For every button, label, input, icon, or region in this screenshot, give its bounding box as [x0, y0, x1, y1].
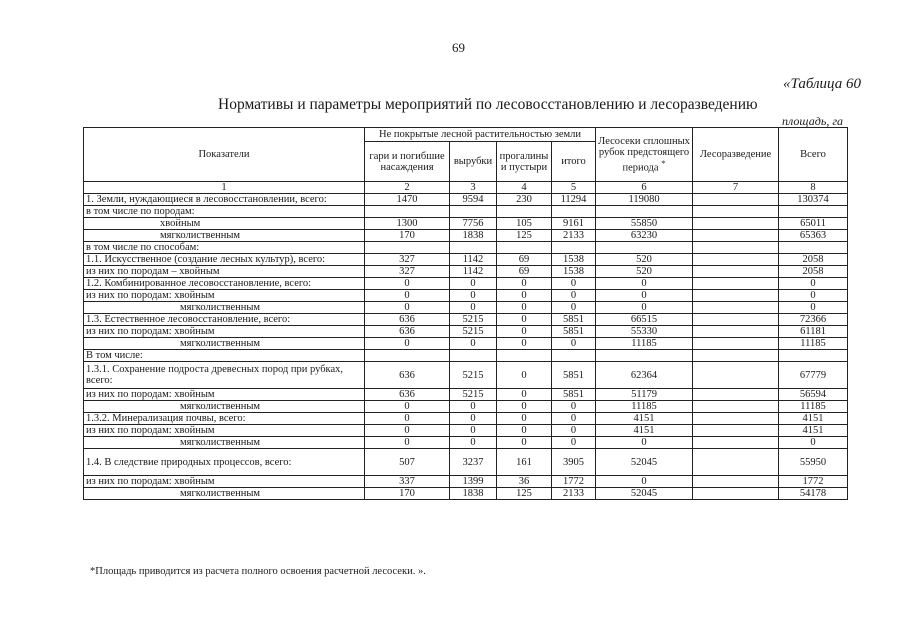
cell-c6: 119080	[596, 194, 693, 206]
cell-c3: 0	[450, 425, 497, 437]
cell-c6: 4151	[596, 413, 693, 425]
cell-c3	[450, 206, 497, 218]
row-label: мягколиственным	[84, 230, 365, 242]
cell-c5: 5851	[552, 362, 596, 389]
cell-c2: 327	[365, 266, 450, 278]
col-number: 3	[450, 182, 497, 194]
cell-c4: 0	[497, 413, 552, 425]
cell-c2	[365, 206, 450, 218]
cell-c7	[693, 437, 779, 449]
table-row	[84, 326, 848, 338]
cell-c4: 36	[497, 476, 552, 488]
row-label: мягколиственным	[84, 338, 365, 350]
row-label: мягколиственным	[84, 437, 365, 449]
row-label: мягколиственным	[84, 302, 365, 314]
cell-c4: 0	[497, 278, 552, 290]
cell-c4: 0	[497, 290, 552, 302]
cell-c5: 5851	[552, 314, 596, 326]
cell-c5: 0	[552, 278, 596, 290]
cell-c8: 130374	[779, 194, 848, 206]
cell-c7	[693, 362, 779, 389]
cell-c7	[693, 254, 779, 266]
cell-c6: 55330	[596, 326, 693, 338]
col-number: 6	[596, 182, 693, 194]
header-cutting-areas	[596, 128, 693, 182]
cell-c6: 51179	[596, 389, 693, 401]
cell-c2: 0	[365, 425, 450, 437]
row-label: в том числе по породам:	[84, 206, 365, 218]
cell-c3: 0	[450, 302, 497, 314]
cell-c2: 1470	[365, 194, 450, 206]
cell-c7	[693, 425, 779, 437]
cell-c3: 5215	[450, 362, 497, 389]
cell-c2: 170	[365, 488, 450, 500]
cell-c5: 1772	[552, 476, 596, 488]
cell-c7	[693, 230, 779, 242]
cell-c4: 0	[497, 326, 552, 338]
row-label: 1.2. Комбинированное лесовосстановление, всего:	[84, 278, 365, 290]
cell-c3: 0	[450, 338, 497, 350]
col-number: 1	[84, 182, 365, 194]
cell-c8: 54178	[779, 488, 848, 500]
cell-c7	[693, 290, 779, 302]
cell-c8: 0	[779, 290, 848, 302]
cell-c8: 65363	[779, 230, 848, 242]
cell-c6: 66515	[596, 314, 693, 326]
forest-restoration-table	[83, 127, 848, 500]
cell-c6: 62364	[596, 362, 693, 389]
table-row	[84, 488, 848, 500]
cell-c7	[693, 338, 779, 350]
cell-c2: 0	[365, 278, 450, 290]
cell-c8: 2058	[779, 266, 848, 278]
cell-c5: 0	[552, 437, 596, 449]
row-label: 1.4. В следствие природных процессов, всего:	[84, 449, 365, 476]
cell-c6: 63230	[596, 230, 693, 242]
cell-c2: 337	[365, 476, 450, 488]
cell-c5	[552, 242, 596, 254]
cell-c2	[365, 242, 450, 254]
cell-c7	[693, 314, 779, 326]
table-row	[84, 242, 848, 254]
cell-c6: 11185	[596, 338, 693, 350]
cell-c4	[497, 206, 552, 218]
cell-c3: 7756	[450, 218, 497, 230]
cell-c4: 161	[497, 449, 552, 476]
cell-c6: 520	[596, 266, 693, 278]
cell-c2: 170	[365, 230, 450, 242]
cell-c8: 0	[779, 278, 848, 290]
cell-c5: 0	[552, 338, 596, 350]
table-row	[84, 449, 848, 476]
table-row	[84, 338, 848, 350]
cell-c3: 0	[450, 278, 497, 290]
row-label: из них по породам: хвойным	[84, 326, 365, 338]
cell-c5: 5851	[552, 326, 596, 338]
cell-c7	[693, 242, 779, 254]
cell-c5: 0	[552, 425, 596, 437]
cell-c6: 11185	[596, 401, 693, 413]
cell-c2: 0	[365, 302, 450, 314]
cell-c2: 636	[365, 389, 450, 401]
table-row	[84, 230, 848, 242]
cell-c8: 4151	[779, 425, 848, 437]
cell-c8	[779, 206, 848, 218]
cell-c4: 230	[497, 194, 552, 206]
cell-c3	[450, 242, 497, 254]
table-title: Нормативы и параметры мероприятий по лесовосстановлению и лесоразведению	[218, 96, 758, 113]
col-number: 2	[365, 182, 450, 194]
cell-c8: 67779	[779, 362, 848, 389]
cell-c5: 2133	[552, 488, 596, 500]
cell-c4: 0	[497, 389, 552, 401]
cell-c2: 636	[365, 314, 450, 326]
cell-c6: 520	[596, 254, 693, 266]
cell-c6: 55850	[596, 218, 693, 230]
row-label: мягколиственным	[84, 401, 365, 413]
cell-c4: 105	[497, 218, 552, 230]
cell-c7	[693, 302, 779, 314]
table-row	[84, 254, 848, 266]
cell-c4: 69	[497, 266, 552, 278]
cell-c4: 125	[497, 488, 552, 500]
cell-c4: 125	[497, 230, 552, 242]
cell-c5: 5851	[552, 389, 596, 401]
row-label: хвойным	[84, 218, 365, 230]
cell-c5: 9161	[552, 218, 596, 230]
cell-c8: 0	[779, 437, 848, 449]
cell-c4	[497, 242, 552, 254]
cell-c7	[693, 194, 779, 206]
table-row	[84, 266, 848, 278]
row-label: 1.3.2. Минерализация почвы, всего:	[84, 413, 365, 425]
cell-c4: 0	[497, 314, 552, 326]
cell-c8	[779, 242, 848, 254]
col-number: 4	[497, 182, 552, 194]
header-group-unforested: Не покрытые лесной растительностью земли	[365, 128, 596, 142]
cell-c6: 52045	[596, 488, 693, 500]
row-label: 1.3. Естественное лесовосстановление, всего:	[84, 314, 365, 326]
cell-c7	[693, 218, 779, 230]
cell-c6: 0	[596, 290, 693, 302]
cell-c2: 1300	[365, 218, 450, 230]
cell-c5: 3905	[552, 449, 596, 476]
cell-c3: 9594	[450, 194, 497, 206]
table-row	[84, 278, 848, 290]
cell-c8: 11185	[779, 338, 848, 350]
cell-c7	[693, 413, 779, 425]
table-row	[84, 389, 848, 401]
cell-c5: 0	[552, 302, 596, 314]
footnote-mark: *	[661, 157, 666, 168]
cell-c3: 1142	[450, 254, 497, 266]
cell-c6: 0	[596, 437, 693, 449]
header-cuttings: вырубки	[450, 142, 497, 182]
col-number: 8	[779, 182, 848, 194]
table-row	[84, 476, 848, 488]
table-row	[84, 437, 848, 449]
cell-c5: 0	[552, 413, 596, 425]
cell-c2: 0	[365, 413, 450, 425]
cell-c3: 1142	[450, 266, 497, 278]
cell-c3: 1838	[450, 230, 497, 242]
row-label: 1. Земли, нуждающиеся в лесовосстановлении, всего:	[84, 194, 365, 206]
cell-c6	[596, 350, 693, 362]
cell-c4: 0	[497, 338, 552, 350]
cell-c5: 1538	[552, 254, 596, 266]
header-all: Всего	[779, 128, 848, 182]
cell-c8: 65011	[779, 218, 848, 230]
cell-c7	[693, 389, 779, 401]
header-indicators: Показатели	[84, 128, 365, 182]
cell-c4: 69	[497, 254, 552, 266]
cell-c5	[552, 206, 596, 218]
cell-c3: 0	[450, 401, 497, 413]
cell-c3: 3237	[450, 449, 497, 476]
table-row	[84, 413, 848, 425]
cell-c5: 2133	[552, 230, 596, 242]
table-row	[84, 401, 848, 413]
cell-c7	[693, 266, 779, 278]
cell-c8: 2058	[779, 254, 848, 266]
cell-c8: 61181	[779, 326, 848, 338]
cell-c7	[693, 476, 779, 488]
cell-c2: 0	[365, 437, 450, 449]
footnote: *Площадь приводится из расчета полного освоения расчетной лесосеки. ».	[90, 566, 426, 577]
cell-c3: 5215	[450, 389, 497, 401]
cell-c5: 11294	[552, 194, 596, 206]
table-row	[84, 194, 848, 206]
row-label: из них по породам: хвойным	[84, 389, 365, 401]
cell-c6	[596, 242, 693, 254]
cell-c4: 0	[497, 401, 552, 413]
cell-c3: 5215	[450, 326, 497, 338]
table-row	[84, 206, 848, 218]
row-label: В том числе:	[84, 350, 365, 362]
cell-c3: 0	[450, 290, 497, 302]
cell-c2: 636	[365, 326, 450, 338]
cell-c4: 0	[497, 362, 552, 389]
row-label: 1.3.1. Сохранение подроста древесных пород при рубках, всего:	[84, 362, 365, 389]
cell-c8: 11185	[779, 401, 848, 413]
header-glades: прогалины и пустыри	[497, 142, 552, 182]
cell-c5: 0	[552, 290, 596, 302]
cell-c8: 55950	[779, 449, 848, 476]
cell-c2: 0	[365, 290, 450, 302]
table-row	[84, 425, 848, 437]
cell-c6: 4151	[596, 425, 693, 437]
table-row	[84, 218, 848, 230]
row-label: мягколиственным	[84, 488, 365, 500]
cell-c7	[693, 326, 779, 338]
cell-c2: 636	[365, 362, 450, 389]
header-burns: гари и погибшие насаждения	[365, 142, 450, 182]
table-row	[84, 302, 848, 314]
cell-c6: 0	[596, 302, 693, 314]
cell-c4: 0	[497, 437, 552, 449]
cell-c4: 0	[497, 425, 552, 437]
table-row	[84, 362, 848, 389]
page-number: 69	[452, 40, 465, 55]
cell-c8: 72366	[779, 314, 848, 326]
cell-c6	[596, 206, 693, 218]
cell-c6: 52045	[596, 449, 693, 476]
cell-c6: 0	[596, 476, 693, 488]
table-row	[84, 350, 848, 362]
col-number: 5	[552, 182, 596, 194]
row-label: из них по породам – хвойным	[84, 266, 365, 278]
table-body	[84, 194, 848, 500]
cell-c8: 4151	[779, 413, 848, 425]
cell-c7	[693, 278, 779, 290]
cell-c2	[365, 350, 450, 362]
cell-c3: 1399	[450, 476, 497, 488]
row-label: из них по породам: хвойным	[84, 425, 365, 437]
cell-c2: 0	[365, 401, 450, 413]
cell-c4	[497, 350, 552, 362]
cell-c5: 0	[552, 401, 596, 413]
unit-label: площадь, га	[782, 114, 843, 128]
cell-c7	[693, 350, 779, 362]
cell-c3	[450, 350, 497, 362]
cell-c5: 1538	[552, 266, 596, 278]
cell-c3: 0	[450, 437, 497, 449]
table-row	[84, 314, 848, 326]
cell-c3: 1838	[450, 488, 497, 500]
cell-c8: 1772	[779, 476, 848, 488]
table-row	[84, 290, 848, 302]
cell-c3: 0	[450, 413, 497, 425]
cell-c2: 0	[365, 338, 450, 350]
row-label: из них по породам: хвойным	[84, 476, 365, 488]
header-afforestation: Лесоразведение	[693, 128, 779, 182]
cell-c4: 0	[497, 302, 552, 314]
header-total: итого	[552, 142, 596, 182]
col-number: 7	[693, 182, 779, 194]
cell-c2: 507	[365, 449, 450, 476]
row-label: из них по породам: хвойным	[84, 290, 365, 302]
cell-c6: 0	[596, 278, 693, 290]
cell-c7	[693, 401, 779, 413]
cell-c7	[693, 206, 779, 218]
cell-c8: 0	[779, 302, 848, 314]
cell-c3: 5215	[450, 314, 497, 326]
header-cutting-areas-text: Лесосеки сплошных рубок предстоящего периода	[598, 135, 690, 174]
cell-c7	[693, 449, 779, 476]
cell-c8: 56594	[779, 389, 848, 401]
cell-c7	[693, 488, 779, 500]
table-reference: «Таблица 60	[783, 76, 861, 92]
cell-c2: 327	[365, 254, 450, 266]
cell-c8	[779, 350, 848, 362]
row-label: в том числе по способам:	[84, 242, 365, 254]
cell-c5	[552, 350, 596, 362]
row-label: 1.1. Искусственное (создание лесных культур), всего:	[84, 254, 365, 266]
